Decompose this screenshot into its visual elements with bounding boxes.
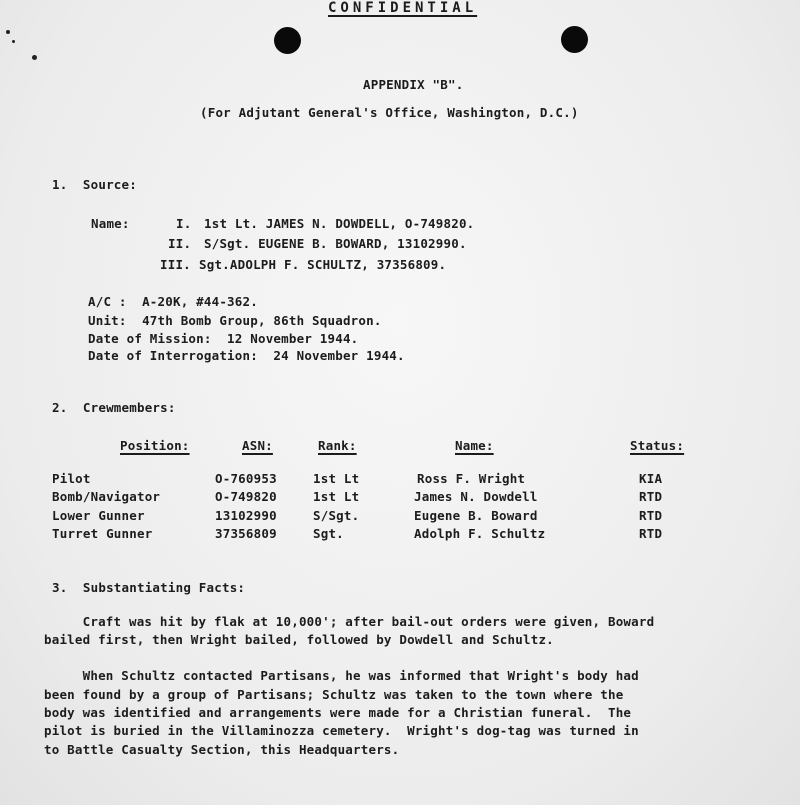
crew-row-position: Lower Gunner xyxy=(52,508,145,523)
interrogation-date-line: Date of Interrogation: 24 November 1944. xyxy=(88,348,405,363)
name-entry-2: S/Sgt. EUGENE B. BOWARD, 13102990. xyxy=(204,236,467,251)
crew-row-rank: 1st Lt xyxy=(313,471,360,486)
crew-row-rank: S/Sgt. xyxy=(313,508,360,523)
crew-row-name: Eugene B. Boward xyxy=(414,508,538,523)
column-position: Position: xyxy=(120,438,190,453)
name-number-3: III. xyxy=(160,257,191,272)
mission-date-line: Date of Mission: 12 November 1944. xyxy=(88,331,359,346)
punch-hole-right xyxy=(561,26,588,53)
name-entry-1: 1st Lt. JAMES N. DOWDELL, O-749820. xyxy=(204,216,475,231)
crew-row-position: Pilot xyxy=(52,471,91,486)
facts-paragraph-2-line: pilot is buried in the Villaminozza cemetery. Wright's dog-tag was turned in xyxy=(44,723,639,738)
crew-row-name: Ross F. Wright xyxy=(417,471,526,486)
crew-row-asn: O-760953 xyxy=(215,471,277,486)
classification-stamp: CONFIDENTIAL xyxy=(328,0,478,16)
crew-row-position: Bomb/Navigator xyxy=(52,489,161,504)
column-rank: Rank: xyxy=(318,438,357,453)
crew-row-asn: 13102990 xyxy=(215,508,277,523)
name-label: Name: xyxy=(91,216,130,231)
ink-speck xyxy=(6,30,10,34)
facts-heading: 3. Substantiating Facts: xyxy=(52,580,246,595)
name-number-1: I. xyxy=(176,216,192,231)
facts-paragraph-2-line: to Battle Casualty Section, this Headquarters. xyxy=(44,742,400,757)
crew-row-asn: O-749820 xyxy=(215,489,277,504)
ink-speck xyxy=(12,40,15,43)
crew-row-name: James N. Dowdell xyxy=(414,489,538,504)
facts-paragraph-2-line: body was identified and arrangements were made for a Christian funeral. The xyxy=(44,705,632,720)
crew-row-status: KIA xyxy=(639,471,663,486)
punch-hole-left xyxy=(274,27,301,54)
aircraft-line: A/C : A-20K, #44-362. xyxy=(88,294,258,309)
facts-paragraph-2-line: When Schultz contacted Partisans, he was informed that Wright's body had xyxy=(44,668,639,683)
column-asn: ASN: xyxy=(242,438,273,453)
facts-paragraph-2-line: been found by a group of Partisans; Schultz was taken to the town where the xyxy=(44,687,624,702)
crew-row-position: Turret Gunner xyxy=(52,526,153,541)
source-heading: 1. Source: xyxy=(52,177,137,192)
crew-row-rank: 1st Lt xyxy=(313,489,360,504)
appendix-title: APPENDIX "B". xyxy=(363,77,464,92)
column-status: Status: xyxy=(630,438,685,453)
crew-row-status: RTD xyxy=(639,526,663,541)
crew-row-status: RTD xyxy=(639,489,663,504)
name-entry-3: Sgt.ADOLPH F. SCHULTZ, 37356809. xyxy=(199,257,447,272)
crew-row-asn: 37356809 xyxy=(215,526,277,541)
crewmembers-heading: 2. Crewmembers: xyxy=(52,400,176,415)
column-name: Name: xyxy=(455,438,494,453)
name-number-2: II. xyxy=(168,236,192,251)
facts-paragraph-1-line: bailed first, then Wright bailed, followed by Dowdell and Schultz. xyxy=(44,632,554,647)
crew-row-name: Adolph F. Schultz xyxy=(414,526,546,541)
facts-paragraph-1-line: Craft was hit by flak at 10,000'; after bail-out orders were given, Boward xyxy=(44,614,655,629)
crew-row-rank: Sgt. xyxy=(313,526,344,541)
crew-row-status: RTD xyxy=(639,508,663,523)
office-line: (For Adjutant General's Office, Washington, D.C.) xyxy=(200,105,579,120)
ink-speck xyxy=(32,55,37,60)
unit-line: Unit: 47th Bomb Group, 86th Squadron. xyxy=(88,313,382,328)
